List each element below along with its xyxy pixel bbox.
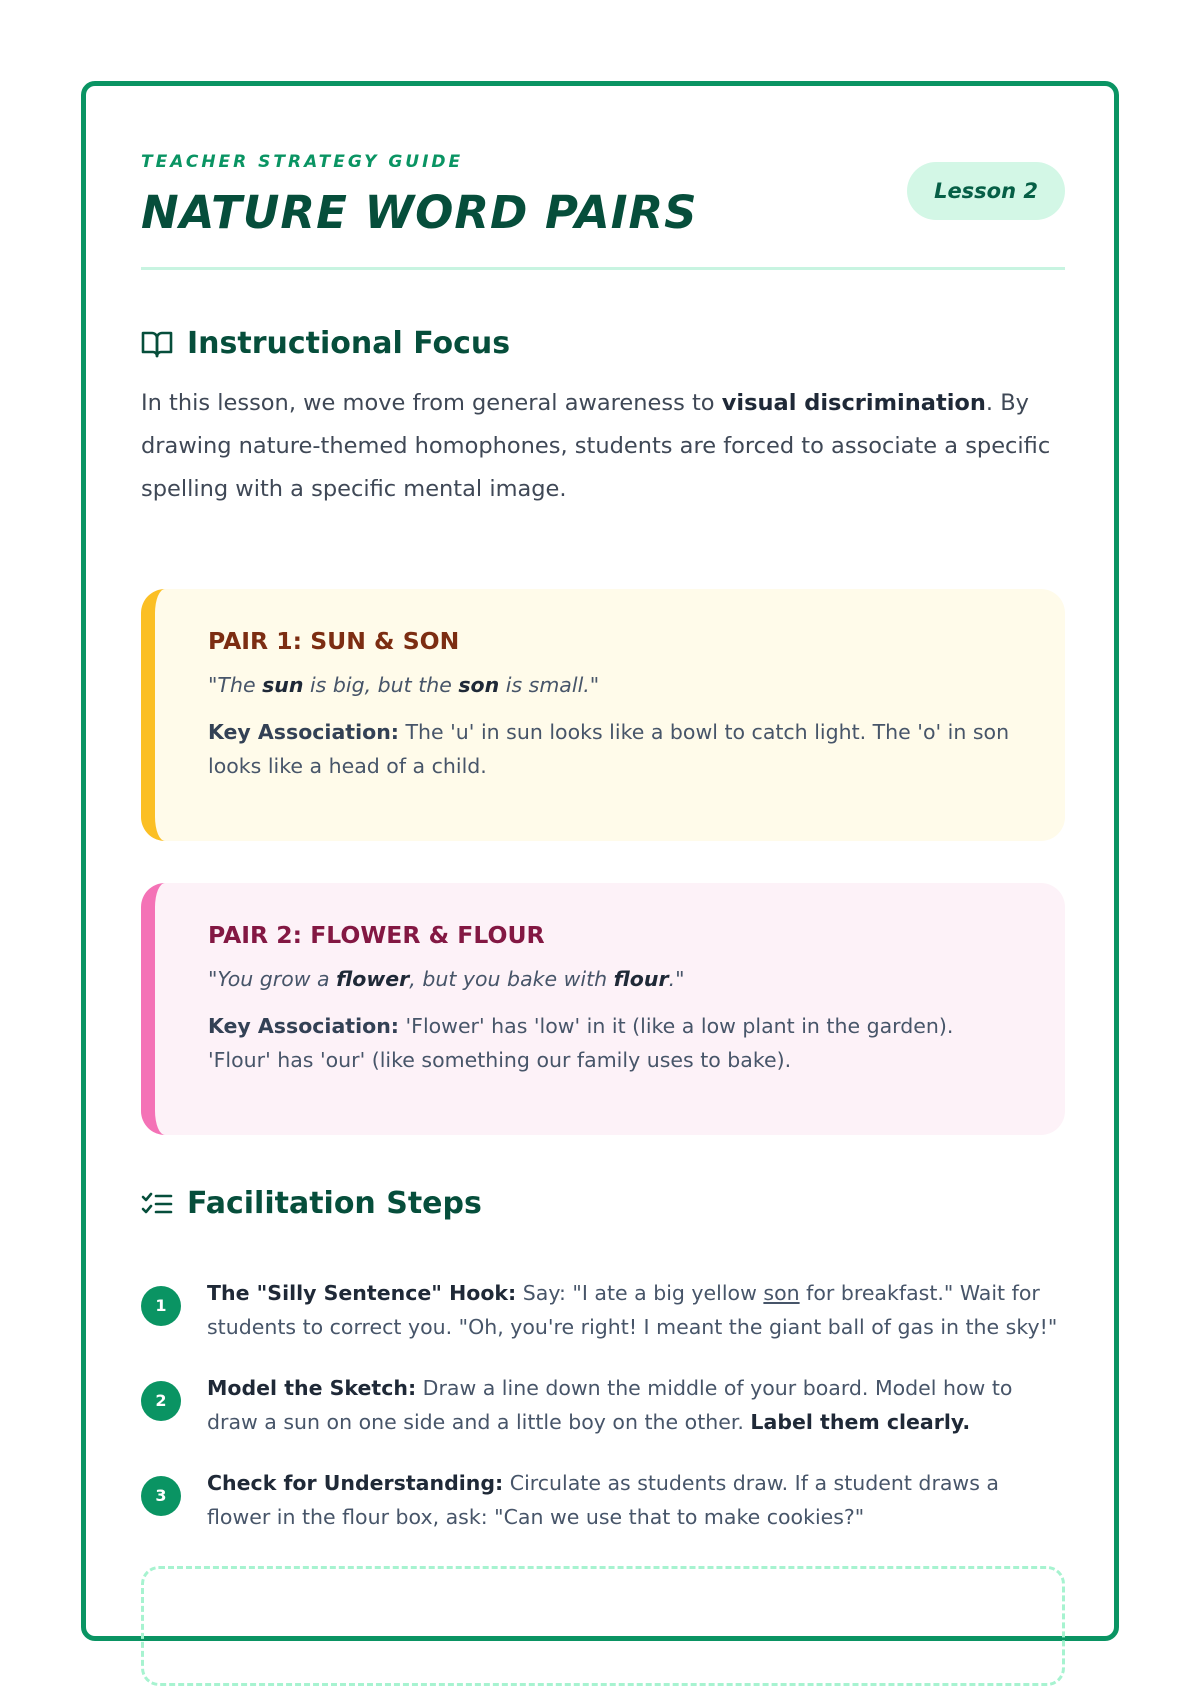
activity-dashed-box bbox=[141, 1566, 1065, 1686]
quote-part: "You grow a bbox=[208, 967, 337, 991]
page-title: NATURE WORD PAIRS bbox=[141, 186, 698, 239]
step-item bbox=[141, 1371, 1065, 1439]
guide-card bbox=[81, 81, 1119, 1641]
instructional-focus-heading-text: Instructional Focus bbox=[187, 326, 511, 361]
lesson-badge: Lesson 2 bbox=[907, 162, 1065, 220]
focus-text-1: In this lesson, we move from general awareness to bbox=[141, 390, 722, 416]
pair-quote bbox=[208, 673, 1015, 697]
quote-word: flower bbox=[336, 967, 410, 991]
quote-part: is small." bbox=[499, 673, 600, 697]
quote-part: ." bbox=[668, 967, 685, 991]
key-label: Key Association: bbox=[208, 1014, 399, 1038]
step-label: The "Silly Sentence" Hook: bbox=[207, 1281, 517, 1305]
quote-word: sun bbox=[262, 673, 304, 697]
step-text: Circulate as students draw. If a student draws a flower in the flour box, ask: "Can we use that to make cookies?" bbox=[207, 1471, 999, 1529]
focus-text-2: . By drawing nature-themed homophones, students are forced to associate a specific spelling with a specific mental image. bbox=[141, 390, 1051, 502]
step-label: Check for Understanding: bbox=[207, 1471, 504, 1495]
pair-quote bbox=[208, 967, 1015, 991]
pair-key-association bbox=[208, 715, 1015, 783]
pair-title: PAIR 1: SUN & SON bbox=[208, 627, 460, 655]
facilitation-steps-heading-text: Facilitation Steps bbox=[187, 1186, 482, 1221]
eyebrow-label: TEACHER STRATEGY GUIDE bbox=[141, 152, 464, 172]
key-text: The 'u' in sun looks like a bowl to catch light. The 'o' in son looks like a head of a child. bbox=[208, 720, 1010, 778]
step-text: Say: "I ate a big yellow bbox=[516, 1281, 764, 1305]
focus-paragraph bbox=[141, 382, 1065, 511]
quote-word: flour bbox=[613, 967, 669, 991]
step-text: for breakfast." Wait for students to correct you. "Oh, you're right! I meant the giant ball of gas in the sky!" bbox=[207, 1281, 1058, 1339]
header-divider bbox=[141, 267, 1065, 270]
focus-text-bold: visual discrimination bbox=[721, 390, 986, 416]
step-item bbox=[141, 1276, 1065, 1344]
quote-part: "The bbox=[208, 673, 263, 697]
step-text: Draw a line down the middle of your board. Model how to draw a sun on one side and a little boy on the other. bbox=[207, 1376, 1013, 1434]
step-number-badge: 3 bbox=[141, 1476, 181, 1516]
pair-title: PAIR 2: FLOWER & FLOUR bbox=[208, 921, 545, 949]
pair-card-sun-son bbox=[141, 589, 1065, 841]
checklist-icon bbox=[141, 1189, 173, 1219]
quote-part: is big, but the bbox=[303, 673, 459, 697]
instructional-focus-heading bbox=[141, 326, 510, 361]
step-number-badge: 2 bbox=[141, 1381, 181, 1421]
step-bold-text: Label them clearly. bbox=[750, 1410, 971, 1434]
key-text: 'Flower' has 'low' in it (like a low plant in the garden). 'Flour' has 'our' (like something our family uses to bake). bbox=[208, 1014, 954, 1072]
key-label: Key Association: bbox=[208, 720, 399, 744]
quote-word: son bbox=[458, 673, 500, 697]
step-label: Model the Sketch: bbox=[207, 1376, 417, 1400]
open-book-icon bbox=[141, 329, 173, 359]
pair-card-flower-flour bbox=[141, 883, 1065, 1135]
quote-part: , but you bake with bbox=[409, 967, 614, 991]
steps-list bbox=[141, 1276, 1065, 1561]
facilitation-steps-heading bbox=[141, 1186, 482, 1221]
pair-key-association bbox=[208, 1009, 1015, 1077]
step-number-badge: 1 bbox=[141, 1286, 181, 1326]
step-underlined-word: son bbox=[763, 1281, 800, 1305]
step-item bbox=[141, 1466, 1065, 1534]
